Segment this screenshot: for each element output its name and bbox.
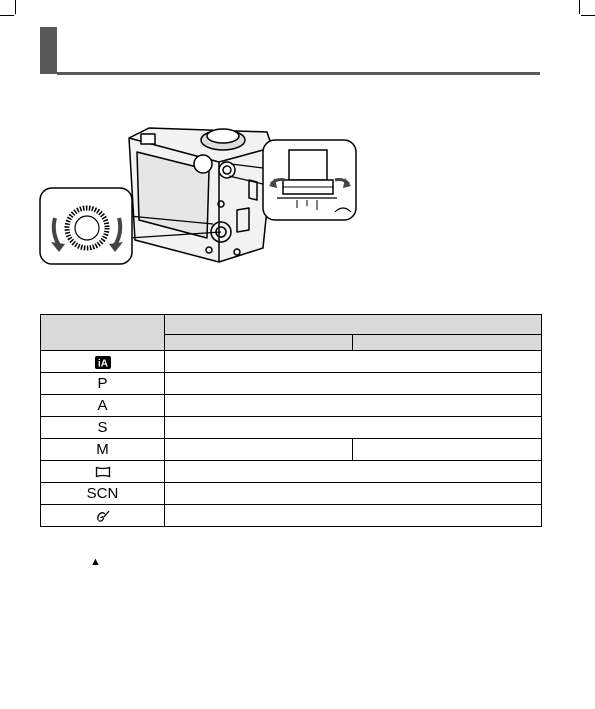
table-row <box>41 505 542 527</box>
crop-mark <box>15 0 16 14</box>
section-title-marker <box>40 27 57 74</box>
table-row <box>41 395 542 417</box>
footnote-marker: ▲ <box>90 556 101 568</box>
table-cell <box>165 395 542 417</box>
mode-cell <box>41 351 165 373</box>
dial-operations-table <box>40 314 542 527</box>
table-cell <box>165 483 542 505</box>
control-dial-inset <box>40 188 132 264</box>
mode-cell <box>41 461 165 483</box>
section-title-rule <box>57 72 540 75</box>
mode-label: P <box>41 373 165 395</box>
mode-cell <box>41 505 165 527</box>
header-mode <box>41 315 165 351</box>
table-row <box>41 439 542 461</box>
table-cell <box>353 439 542 461</box>
header-group <box>165 315 542 335</box>
intelligent-auto-label: iA <box>97 358 108 370</box>
table-row <box>41 417 542 439</box>
table-cell <box>165 461 542 483</box>
table-cell <box>165 373 542 395</box>
mode-label: M <box>41 439 165 461</box>
panorama-mode-icon <box>95 466 111 478</box>
crop-mark <box>579 0 580 14</box>
camera-dial-illustration <box>37 120 359 268</box>
crop-mark <box>581 15 595 16</box>
mode-label: SCN <box>41 483 165 505</box>
crop-mark <box>0 15 14 16</box>
table-row <box>41 461 542 483</box>
table-cell <box>165 417 542 439</box>
table-cell <box>165 439 353 461</box>
table-row <box>41 483 542 505</box>
table-row <box>41 373 542 395</box>
lens-ring-inset <box>263 140 356 220</box>
intelligent-auto-icon <box>94 354 112 370</box>
table-row <box>41 351 542 373</box>
mode-label: S <box>41 417 165 439</box>
subheader <box>353 335 542 351</box>
table-cell <box>165 351 542 373</box>
subheader <box>165 335 353 351</box>
creative-control-icon <box>95 508 111 524</box>
mode-label: A <box>41 395 165 417</box>
table-cell <box>165 505 542 527</box>
